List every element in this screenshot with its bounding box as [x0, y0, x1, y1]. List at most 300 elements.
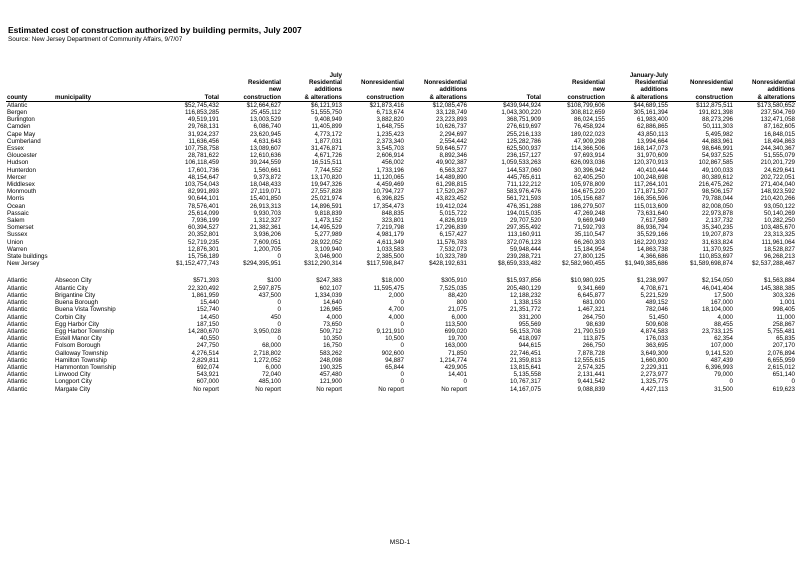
value-cell: $2,154,050 — [702, 277, 733, 285]
municipality-cell: Hamilton Township — [55, 356, 107, 364]
county-cell: Camden — [7, 123, 31, 131]
value-cell: 17,296,839 — [436, 224, 467, 232]
value-cell: 194,015,035 — [506, 209, 541, 217]
county-cell: Atlantic — [7, 101, 28, 109]
value-cell: 10,626,737 — [436, 123, 467, 131]
value-cell: 35,529,166 — [637, 231, 668, 239]
header-res-alt: Residential — [634, 79, 668, 87]
value-cell: 163,000 — [444, 342, 467, 350]
table-row — [6, 159, 796, 166]
value-cell: $112,875,511 — [696, 101, 733, 109]
county-cell: Atlantic — [7, 363, 28, 371]
value-cell: 191,821,398 — [698, 109, 733, 117]
value-cell: 236,157,127 — [506, 152, 541, 160]
value-cell: 65,844 — [385, 363, 404, 371]
value-cell: 21,790,519 — [574, 327, 605, 335]
value-cell: 22,746,451 — [510, 349, 541, 357]
municipality-cell — [54, 188, 150, 195]
county-cell: Middlesex — [7, 181, 35, 189]
value-cell: 2,131,441 — [577, 371, 605, 379]
value-cell: 10,794,727 — [373, 188, 404, 196]
value-cell: 62,405,250 — [574, 173, 605, 181]
value-cell: 113,875 — [583, 335, 605, 343]
value-cell: $247,383 — [316, 277, 342, 285]
county-cell: Hunterdon — [7, 166, 36, 174]
municipality-cell — [54, 101, 150, 109]
county-cell: Atlantic — [7, 356, 28, 364]
municipality-cell: Egg Harbor City — [55, 320, 100, 328]
value-cell: $18,000 — [381, 277, 404, 285]
value-cell: 15,184,954 — [574, 245, 605, 253]
value-cell: 955,569 — [518, 320, 541, 328]
value-cell: 17,601,736 — [188, 166, 219, 174]
header-municipality: municipality — [54, 94, 150, 102]
county-cell: Atlantic — [7, 320, 28, 328]
table-row — [6, 224, 796, 231]
value-cell: 4,826,919 — [439, 217, 467, 225]
value-cell: 308,812,659 — [570, 109, 605, 117]
value-cell: 18,048,433 — [250, 181, 281, 189]
value-cell: 445,765,611 — [507, 173, 541, 181]
table-row — [6, 101, 796, 109]
table-row — [6, 167, 796, 174]
value-cell: 2,373,340 — [376, 137, 404, 145]
value-cell: 87,162,605 — [764, 123, 795, 131]
value-cell: 258,867 — [772, 320, 795, 328]
value-cell: 11,370,925 — [702, 245, 733, 253]
value-cell: 14,450 — [200, 313, 219, 321]
value-cell: $312,290,314 — [304, 260, 342, 268]
value-cell: 9,373,872 — [253, 173, 281, 181]
value-cell: 28,922,052 — [311, 238, 342, 246]
value-cell: 50,111,303 — [702, 123, 733, 131]
county-cell: Morris — [7, 195, 25, 203]
value-cell: 21,382,361 — [250, 224, 281, 232]
value-cell: 31,500 — [714, 385, 733, 393]
value-cell: $108,799,606 — [567, 101, 605, 109]
value-cell: 14,495,529 — [311, 224, 342, 232]
value-cell: 11,576,783 — [436, 238, 467, 246]
value-cell: 47,269,248 — [574, 209, 605, 217]
value-cell: 2,385,500 — [376, 253, 404, 261]
value-cell: 2,829,811 — [191, 356, 219, 364]
value-cell: 6,000 — [265, 363, 281, 371]
value-cell: 7,617,589 — [640, 217, 668, 225]
value-cell: 79,788,044 — [702, 195, 733, 203]
value-cell: 13,994,664 — [637, 137, 668, 145]
value-cell: 264,750 — [582, 313, 605, 321]
value-cell: 88,273,296 — [702, 116, 733, 124]
county-cell: Cape May — [7, 130, 36, 138]
value-cell: 27,557,828 — [311, 188, 342, 196]
value-cell: 800 — [456, 299, 467, 307]
value-cell: 1,043,300,220 — [501, 109, 541, 117]
value-cell: 266,750 — [582, 342, 605, 350]
value-cell: 97,693,914 — [574, 152, 605, 160]
value-cell: 31,970,609 — [637, 152, 668, 160]
table-row — [6, 371, 796, 378]
value-cell: 0 — [729, 378, 733, 386]
table-row — [6, 314, 796, 321]
county-cell: Mercer — [7, 173, 27, 181]
municipality-cell — [54, 138, 150, 145]
municipality-cell: Galloway Township — [55, 349, 108, 357]
table-row — [6, 386, 796, 393]
value-cell: No report — [441, 385, 467, 393]
value-cell: 49,100,033 — [702, 166, 733, 174]
value-cell: 68,000 — [262, 342, 281, 350]
value-cell: 305,161,394 — [633, 109, 668, 117]
value-cell: No report — [193, 385, 219, 393]
value-cell: 0 — [277, 306, 281, 314]
value-cell: 509,608 — [645, 320, 668, 328]
value-cell: 31,924,237 — [188, 130, 219, 138]
value-cell: $52,745,432 — [184, 101, 219, 109]
value-cell: 3,882,820 — [376, 116, 404, 124]
table-row — [6, 260, 796, 267]
municipality-cell — [54, 217, 150, 224]
header-res-alt: additions — [640, 86, 668, 94]
county-cell: Warren — [7, 245, 28, 253]
municipality-cell — [54, 123, 150, 130]
value-cell: 237,504,769 — [760, 109, 795, 117]
value-cell: 9,141,520 — [705, 349, 733, 357]
municipality-cell — [54, 231, 150, 238]
table-row — [6, 285, 796, 292]
value-cell: 902,600 — [381, 349, 404, 357]
table-row — [6, 306, 796, 313]
value-cell: 113,160,911 — [507, 231, 541, 239]
value-cell: 11,120,065 — [373, 173, 404, 181]
value-cell: 6,645,877 — [577, 291, 605, 299]
value-cell: 5,135,558 — [513, 371, 541, 379]
table-row — [6, 195, 796, 202]
value-cell: 111,961,064 — [761, 238, 795, 246]
county-cell: Atlantic — [7, 313, 28, 321]
value-cell: 171,871,507 — [633, 188, 668, 196]
value-cell: 110,853,697 — [699, 253, 733, 261]
value-cell: 998,405 — [772, 306, 795, 314]
value-cell: $1,238,997 — [637, 277, 668, 285]
value-cell: 31,633,824 — [702, 238, 733, 246]
county-cell: Atlantic — [7, 342, 28, 350]
value-cell: 190,325 — [319, 363, 342, 371]
value-cell: 48,154,647 — [188, 173, 219, 181]
header-res-alt: additions — [314, 86, 342, 94]
value-cell: 681,000 — [582, 299, 605, 307]
value-cell: 107,000 — [710, 342, 733, 350]
value-cell: 0 — [277, 299, 281, 307]
value-cell: No report — [255, 385, 281, 393]
county-cell: Passaic — [7, 209, 29, 217]
value-cell: 2,000 — [388, 291, 404, 299]
header-res-alt: & alterations — [282, 94, 343, 102]
value-cell: 944,615 — [518, 342, 541, 350]
header-res-new: new — [268, 86, 281, 94]
municipality-cell: Longport City — [55, 378, 92, 386]
value-cell: 255,216,133 — [506, 130, 541, 138]
value-cell: 1,467,321 — [577, 306, 605, 314]
county-cell: Atlantic — [7, 284, 28, 292]
header-nonres-new: construction — [343, 94, 405, 102]
value-cell: 3,545,703 — [376, 145, 404, 153]
value-cell: 5,015,722 — [439, 209, 467, 217]
table-row — [6, 109, 796, 116]
page-title: Estimated cost of construction authorized by building permits, July 2007 — [8, 25, 302, 35]
value-cell: 1,473,152 — [314, 217, 342, 225]
value-cell: 51,555,079 — [764, 152, 795, 160]
value-cell: 8,892,346 — [439, 152, 467, 160]
ytd-group-header: January-July — [629, 72, 668, 79]
municipality-cell: Atlantic City — [55, 284, 88, 292]
value-cell: $117,598,847 — [366, 260, 404, 268]
table-row — [6, 299, 796, 306]
table-row — [6, 138, 796, 145]
section-gap — [6, 267, 796, 277]
county-cell: Cumberland — [7, 137, 41, 145]
value-cell: 205,480,129 — [506, 284, 541, 292]
value-cell: 25,455,112 — [250, 109, 281, 117]
value-cell: 14,167,075 — [510, 385, 541, 393]
value-cell: 14,489,890 — [436, 173, 467, 181]
value-cell: 4,000 — [326, 313, 342, 321]
value-cell: 457,480 — [319, 371, 342, 379]
value-cell: 2,137,732 — [705, 217, 733, 225]
municipality-cell: Buena Vista Township — [55, 306, 116, 314]
county-cell: Atlantic — [7, 371, 28, 379]
table-row — [6, 231, 796, 238]
value-cell: 363,695 — [645, 342, 668, 350]
value-cell: 1,325,775 — [640, 378, 668, 386]
value-cell: 59,646,577 — [436, 145, 467, 153]
value-cell: 2,606,914 — [376, 152, 404, 160]
table-row — [6, 321, 796, 328]
municipality-cell — [54, 181, 150, 188]
header-res-new: Residential — [247, 79, 281, 87]
value-cell: 186,279,507 — [570, 202, 605, 210]
value-cell: 19,947,326 — [311, 181, 342, 189]
header-nonres-alt: Nonresidential — [752, 79, 795, 87]
value-cell: 187,150 — [196, 320, 219, 328]
value-cell: 73,631,640 — [637, 209, 668, 217]
value-cell: 33,128,749 — [436, 109, 467, 117]
value-cell: 6,396,993 — [705, 363, 733, 371]
value-cell: 98,639 — [586, 320, 605, 328]
value-cell: 4,700 — [388, 306, 404, 314]
value-cell: 5,755,481 — [767, 327, 795, 335]
county-cell: State buildings — [7, 253, 48, 261]
value-cell: 125,282,786 — [506, 137, 541, 145]
value-cell: 303,326 — [772, 291, 795, 299]
value-cell: No report — [316, 385, 342, 393]
value-cell: 61,983,400 — [637, 116, 668, 124]
value-cell: 14,280,670 — [188, 327, 219, 335]
value-cell: 651,140 — [772, 371, 795, 379]
value-cell: 31,476,871 — [311, 145, 342, 153]
value-cell: 18,104,000 — [702, 306, 733, 314]
value-cell: 699,020 — [444, 327, 467, 335]
value-cell: 2,076,894 — [767, 349, 795, 357]
value-cell: 210,201,729 — [760, 159, 795, 167]
value-cell: 27,119,071 — [250, 188, 281, 196]
header-res-alt: & alterations — [606, 94, 669, 102]
value-cell: 65,835 — [776, 335, 795, 343]
value-cell: 14,863,738 — [637, 245, 668, 253]
table-row — [6, 145, 796, 152]
value-cell: 1,560,661 — [253, 166, 281, 174]
value-cell: 15,756,189 — [188, 253, 219, 261]
value-cell: 711,122,212 — [507, 181, 541, 189]
value-cell: 56,153,708 — [510, 327, 541, 335]
header-nonres-alt: additions — [767, 86, 795, 94]
value-cell: 14,640 — [323, 299, 342, 307]
table-row — [6, 350, 796, 357]
county-cell: Salem — [7, 217, 25, 225]
value-cell: $12,085,476 — [432, 101, 467, 109]
table-row — [6, 116, 796, 123]
value-cell: 100,248,698 — [633, 173, 668, 181]
value-cell: $15,937,856 — [506, 277, 541, 285]
value-cell: 167,000 — [710, 299, 733, 307]
value-cell: 162,220,932 — [633, 238, 668, 246]
value-cell: 456,002 — [381, 159, 404, 167]
county-cell: Atlantic — [7, 306, 28, 314]
value-cell: 29,768,131 — [188, 123, 219, 131]
value-cell: $439,944,924 — [503, 101, 541, 109]
value-cell: 4,427,113 — [640, 385, 668, 393]
value-cell: 7,532,073 — [439, 245, 467, 253]
value-cell: 602,107 — [319, 284, 342, 292]
table-row — [6, 246, 796, 253]
value-cell: 20,352,801 — [188, 231, 219, 239]
value-cell: 1,877,031 — [314, 137, 342, 145]
value-cell: 7,219,798 — [376, 224, 404, 232]
value-cell: 331,200 — [518, 313, 541, 321]
value-cell: 692,074 — [196, 363, 219, 371]
value-cell: 164,675,220 — [570, 188, 605, 196]
value-cell: 105,978,809 — [570, 181, 605, 189]
municipality-cell: Egg Harbor Township — [55, 327, 115, 335]
value-cell: 6,563,327 — [439, 166, 467, 174]
county-cell: Atlantic — [7, 349, 28, 357]
municipality-cell — [54, 260, 150, 267]
value-cell: 1,334,039 — [314, 291, 342, 299]
header-res-new: construction — [220, 94, 282, 102]
value-cell: 2,229,311 — [640, 363, 668, 371]
value-cell: 4,671,726 — [314, 152, 342, 160]
value-cell: 168,147,073 — [633, 145, 668, 153]
value-cell: $12,664,627 — [246, 101, 281, 109]
value-cell: 485,100 — [258, 378, 281, 386]
value-cell: 79,000 — [714, 371, 733, 379]
value-cell: 5,277,989 — [314, 231, 342, 239]
value-cell: 0 — [277, 253, 281, 261]
value-cell: 9,669,949 — [577, 217, 605, 225]
value-cell: 6,157,427 — [439, 231, 467, 239]
value-cell: 372,076,123 — [506, 238, 541, 246]
header-nonres-alt: Nonresidential — [424, 79, 467, 87]
municipality-cell: Folsom Borough — [55, 342, 101, 350]
value-cell: 23,313,325 — [764, 231, 795, 239]
value-cell: 72,040 — [262, 371, 281, 379]
value-cell: 10,767,317 — [510, 378, 541, 386]
value-cell: $21,873,416 — [369, 101, 404, 109]
value-cell: 3,936,206 — [253, 231, 281, 239]
value-cell: 619,623 — [772, 385, 795, 393]
value-cell: 73,650 — [323, 320, 342, 328]
value-cell: 117,264,101 — [634, 181, 668, 189]
value-cell: 62,886,865 — [637, 123, 668, 131]
value-cell: $2,537,288,467 — [751, 260, 795, 268]
value-cell: 210,420,266 — [760, 195, 795, 203]
table-row — [6, 217, 796, 224]
value-cell: 239,288,721 — [506, 253, 541, 261]
value-cell: 21,075 — [448, 306, 467, 314]
county-cell: Monmouth — [7, 188, 37, 196]
value-cell: 7,936,199 — [191, 217, 219, 225]
value-cell: 24,629,641 — [764, 166, 795, 174]
value-cell: 276,619,697 — [506, 123, 541, 131]
value-cell: 23,223,893 — [436, 116, 467, 124]
county-rows — [6, 101, 796, 267]
value-cell: 6,713,674 — [376, 109, 404, 117]
value-cell: $2,582,960,455 — [561, 260, 605, 268]
value-cell: 2,574,325 — [577, 363, 605, 371]
value-cell: 12,876,301 — [188, 245, 219, 253]
value-cell: 0 — [463, 378, 467, 386]
municipality-cell — [54, 167, 150, 174]
value-cell: 28,781,622 — [188, 152, 219, 160]
value-cell: 1,272,052 — [253, 356, 281, 364]
table-row — [6, 181, 796, 188]
value-cell: 4,631,643 — [253, 137, 281, 145]
municipality-cell: Absecon City — [55, 277, 92, 285]
value-cell: 43,823,452 — [436, 195, 467, 203]
header-county: county — [6, 94, 54, 102]
page-footer: MSD-1 — [389, 539, 411, 546]
value-cell: 607,000 — [196, 378, 219, 386]
value-cell: 6,396,825 — [376, 195, 404, 203]
value-cell: 13,170,820 — [311, 173, 342, 181]
municipality-cell: Linwood City — [55, 371, 91, 379]
value-cell: 0 — [277, 335, 281, 343]
value-cell: 19,207,873 — [702, 231, 733, 239]
value-cell: 323,801 — [381, 217, 404, 225]
value-cell: 626,093,036 — [570, 159, 605, 167]
value-cell: 29,707,520 — [510, 217, 541, 225]
value-cell: $10,980,925 — [570, 277, 605, 285]
value-cell: 3,046,900 — [314, 253, 342, 261]
value-cell: 16,848,015 — [764, 130, 795, 138]
value-cell: $294,395,951 — [243, 260, 281, 268]
value-cell: 476,351,288 — [506, 202, 541, 210]
municipality-cell: Estell Manor City — [55, 335, 102, 343]
value-cell: 61,298,815 — [436, 181, 467, 189]
value-cell: 13,003,529 — [250, 116, 281, 124]
value-cell: 1,059,533,263 — [501, 159, 541, 167]
value-cell: 114,366,506 — [571, 145, 605, 153]
municipality-cell — [54, 109, 150, 116]
value-cell: 49,519,191 — [188, 116, 219, 124]
value-cell: 1,235,423 — [376, 130, 404, 138]
value-cell: 0 — [277, 320, 281, 328]
value-cell: 0 — [791, 378, 795, 386]
value-cell: 189,022,023 — [570, 130, 605, 138]
header-res-alt: Residential — [308, 79, 342, 87]
value-cell: 62,354 — [714, 335, 733, 343]
value-cell: 4,000 — [388, 313, 404, 321]
value-cell: 489,152 — [645, 299, 668, 307]
